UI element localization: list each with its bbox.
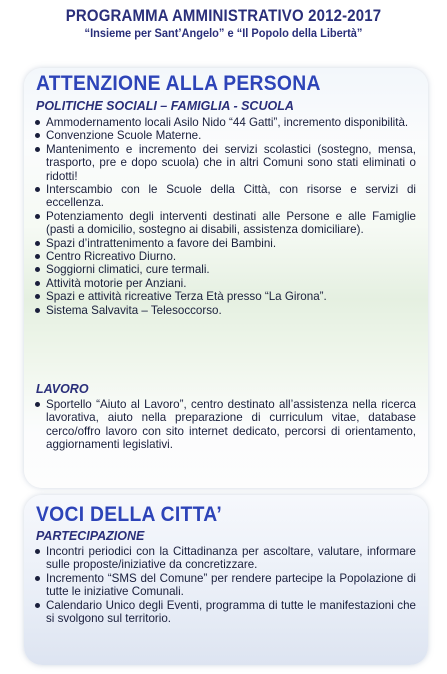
bullet-icon <box>35 294 40 299</box>
bullet-icon <box>35 214 40 219</box>
list-item <box>32 304 416 317</box>
list-item <box>32 237 416 250</box>
list-item-text: Incremento “SMS del Comune” per rendere partecipe la Popolazione di tutte le iniziative Comunali. <box>46 571 416 599</box>
list-item <box>32 183 416 210</box>
list-item <box>32 572 416 599</box>
list-item-text: Potenziamento degli interventi destinati alle Persone e alle Famiglie (pasti a domicilio, sostegno ai disabili, assistenza domiciliare). <box>46 209 416 237</box>
list-item-text: Interscambio con le Scuole della Città, con risorse e servizi di eccellenza. <box>46 183 416 210</box>
list-politiche-sociali <box>32 116 416 317</box>
bullet-icon <box>35 549 40 554</box>
bullet-icon <box>35 281 40 286</box>
section-title-attenzione: ATTENZIONE ALLA PERSONA <box>36 72 321 95</box>
list-item <box>32 210 416 237</box>
list-item <box>32 545 416 572</box>
subheading-partecipazione: PARTECIPAZIONE <box>36 529 145 543</box>
list-item-text: Spazi e attività ricreative Terza Età presso “La Girona”. <box>46 290 327 304</box>
list-lavoro <box>32 398 416 452</box>
subheading-lavoro: LAVORO <box>36 382 89 396</box>
page-subtitle: “Insieme per Sant’Angelo” e “Il Popolo della Libertà” <box>84 26 363 40</box>
list-item-text: Incontri periodici con la Cittadinanza per ascoltare, valutare, informare sulle proposte/iniziative da concretizzare. <box>46 545 416 572</box>
bullet-icon <box>35 187 40 192</box>
bullet-icon <box>35 308 40 313</box>
list-item <box>32 129 416 142</box>
list-item <box>32 143 416 183</box>
list-item-text: Centro Ricreativo Diurno. <box>46 250 177 264</box>
bullet-icon <box>35 120 40 125</box>
bullet-icon <box>35 402 40 407</box>
list-partecipazione <box>32 545 416 625</box>
section-title-voci: VOCI DELLA CITTA’ <box>36 503 223 526</box>
bullet-icon <box>35 147 40 152</box>
page-title: PROGRAMMA AMMINISTRATIVO 2012-2017 <box>65 6 382 25</box>
panel-voci-citta <box>24 495 428 665</box>
list-item-text: Convenzione Scuole Materne. <box>46 129 202 143</box>
list-item <box>32 599 416 626</box>
list-item <box>32 263 416 276</box>
list-item-text: Spazi d’intrattenimento a favore dei Bambini. <box>46 236 277 250</box>
list-item-text: Sistema Salvavita – Telesoccorso. <box>46 303 222 317</box>
bullet-icon <box>35 267 40 272</box>
subheading-politiche-sociali: POLITICHE SOCIALI – FAMIGLIA - SCUOLA <box>36 99 294 113</box>
list-item <box>32 398 416 452</box>
bullet-icon <box>35 603 40 608</box>
panel-attenzione-persona <box>24 68 428 488</box>
list-item <box>32 277 416 290</box>
bullet-icon <box>35 133 40 138</box>
header <box>0 6 447 41</box>
bullet-icon <box>35 241 40 246</box>
bullet-icon <box>35 576 40 581</box>
list-item-text: Calendario Unico degli Eventi, programma di tutte le manifestazioni che si svolgono sul territorio. <box>46 598 416 626</box>
bullet-icon <box>35 254 40 259</box>
list-item-text: Mantenimento e incremento dei servizi scolastici (sostegno, mensa, trasporto, pre e dopo scuola) che in altri Comuni sono stati eliminati o ridotti! <box>46 142 416 183</box>
list-item-text: Ammodernamento locali Asilo Nido “44 Gatti”, incremento disponibilità. <box>46 116 409 129</box>
list-item-text: Soggiorni climatici, cure termali. <box>46 263 210 277</box>
list-item-text: Attività motorie per Anziani. <box>46 276 187 290</box>
list-item <box>32 250 416 263</box>
list-item-text: Sportello “Aiuto al Lavoro”, centro destinato all’assistenza nella ricerca lavorativa, aiuto nella preparazione di curriculum vitae, database cerco/offro lavoro con sito internet dedicato, percorsi di orientamento, aggiornamenti legislativi. <box>46 398 416 452</box>
list-item <box>32 116 416 129</box>
list-item <box>32 290 416 303</box>
